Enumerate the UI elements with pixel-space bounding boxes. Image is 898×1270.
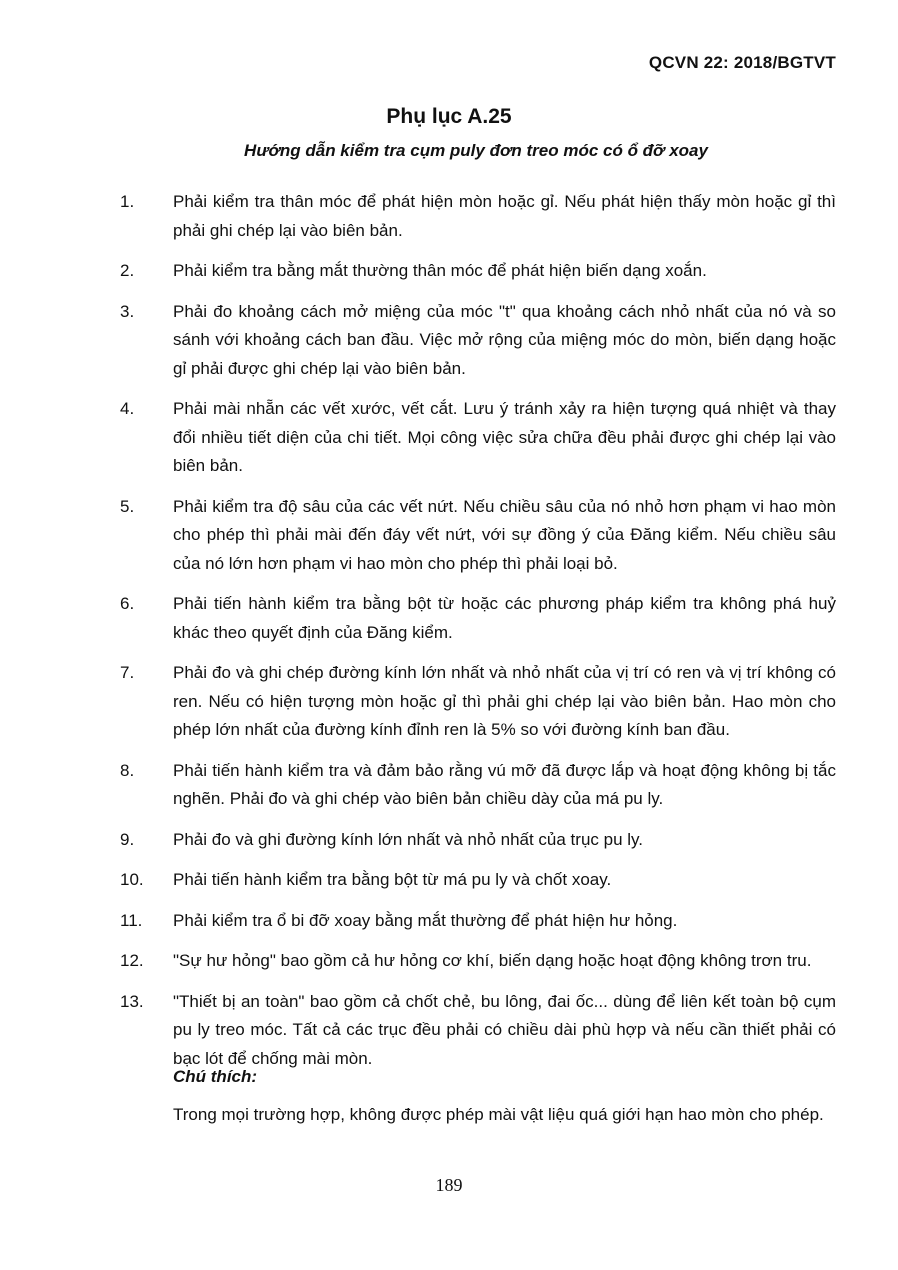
list-item	[120, 188, 836, 245]
item-text: Phải tiến hành kiểm tra bằng bột từ hoặc các phương pháp kiểm tra không phá huỷ khác theo quyết định của Đăng kiểm.	[173, 594, 836, 642]
appendix-title: Phụ lục A.25	[386, 105, 512, 128]
appendix-subtitle: Hướng dẫn kiểm tra cụm puly đơn treo móc có ổ đỡ xoay	[244, 141, 708, 160]
list-item	[120, 988, 836, 1074]
list-item	[120, 257, 836, 286]
item-number: 5.	[120, 496, 135, 516]
page-number: 189	[435, 1175, 463, 1195]
note-text: Trong mọi trường hợp, không được phép mài vật liệu quá giới hạn hao mòn cho phép.	[173, 1105, 824, 1124]
list-item	[120, 907, 836, 936]
list-item	[120, 659, 836, 745]
note-section	[173, 1063, 836, 1129]
item-number: 4.	[120, 399, 135, 418]
document-header-code: QCVN 22: 2018/BGTVT	[648, 53, 836, 72]
item-number: 2.	[120, 261, 135, 280]
list-item	[120, 395, 836, 481]
item-number: 6.	[120, 594, 135, 613]
list-item	[120, 590, 836, 647]
item-text: Phải tiến hành kiểm tra và đảm bảo rằng vú mỡ đã được lắp và hoạt động không bị tắc nghẽn. Phải đo và ghi chép vào biên bản chiều dày của má pu ly.	[173, 760, 836, 808]
item-number: 9.	[120, 829, 135, 849]
item-text: Phải tiến hành kiểm tra bằng bột từ má pu ly và chốt xoay.	[173, 870, 612, 889]
list-item	[120, 947, 836, 976]
item-text: "Thiết bị an toàn" bao gồm cả chốt chẻ, bu lông, đai ốc... dùng để liên kết toàn bộ cụm pu ly treo móc. Tất cả các trục đều phải có chiều dài phù hợp và nếu cần thiết phải có bạc lót để chống mài mòn.	[173, 991, 836, 1068]
item-text: Phải kiểm tra bằng mắt thường thân móc để phát hiện biến dạng xoắn.	[173, 261, 707, 280]
item-number: 3.	[120, 301, 135, 321]
item-number: 11.	[120, 910, 143, 930]
item-number: 12.	[120, 951, 144, 970]
note-label: Chú thích:	[173, 1067, 258, 1086]
item-number: 10.	[120, 870, 144, 889]
item-number: 7.	[120, 663, 135, 682]
inspection-item-list	[120, 188, 836, 1085]
list-item	[120, 866, 836, 895]
item-text: Phải mài nhẵn các vết xước, vết cắt. Lưu ý tránh xảy ra hiện tượng quá nhiệt và thay đổi nhiều tiết diện của chi tiết. Mọi công việc sửa chữa đều phải được ghi chép lại vào biên bản.	[173, 399, 836, 475]
item-text: Phải kiểm tra thân móc để phát hiện mòn hoặc gỉ. Nếu phát hiện thấy mòn hoặc gỉ thì phải ghi chép lại vào biên bản.	[173, 192, 836, 240]
item-number: 8.	[120, 760, 135, 780]
list-item	[120, 298, 836, 384]
list-item	[120, 757, 836, 814]
item-text: Phải đo và ghi chép đường kính lớn nhất và nhỏ nhất của vị trí có ren và vị trí không có ren. Nếu có hiện tượng mòn hoặc gỉ thì phải ghi chép lại vào biên bản. Hao mòn cho phép lớn nhất của đường kính đỉnh ren là 5% so với đường kính ban đầu.	[173, 663, 836, 739]
item-number: 13.	[120, 991, 144, 1011]
list-item	[120, 493, 836, 579]
item-text: Phải đo khoảng cách mở miệng của móc "t" qua khoảng cách nhỏ nhất của nó và so sánh với khoảng cách ban đầu. Việc mở rộng của miệng móc do mòn, biến dạng hoặc gỉ phải được ghi chép lại vào biên bản.	[173, 301, 836, 378]
list-item	[120, 826, 836, 855]
item-text: Phải kiểm tra độ sâu của các vết nứt. Nếu chiều sâu của nó nhỏ hơn phạm vi hao mòn cho phép thì phải mài đến đáy vết nứt, với sự đồng ý của Đăng kiểm. Nếu chiều sâu của nó lớn hơn phạm vi hao mòn cho phép thì phải loại bỏ.	[173, 496, 836, 573]
item-number: 1.	[120, 192, 135, 211]
item-text: "Sự hư hỏng" bao gồm cả hư hỏng cơ khí, biến dạng hoặc hoạt động không trơn tru.	[173, 951, 812, 970]
item-text: Phải đo và ghi đường kính lớn nhất và nhỏ nhất của trục pu ly.	[173, 829, 643, 849]
item-text: Phải kiểm tra ổ bi đỡ xoay bằng mắt thường để phát hiện hư hỏng.	[173, 910, 678, 930]
